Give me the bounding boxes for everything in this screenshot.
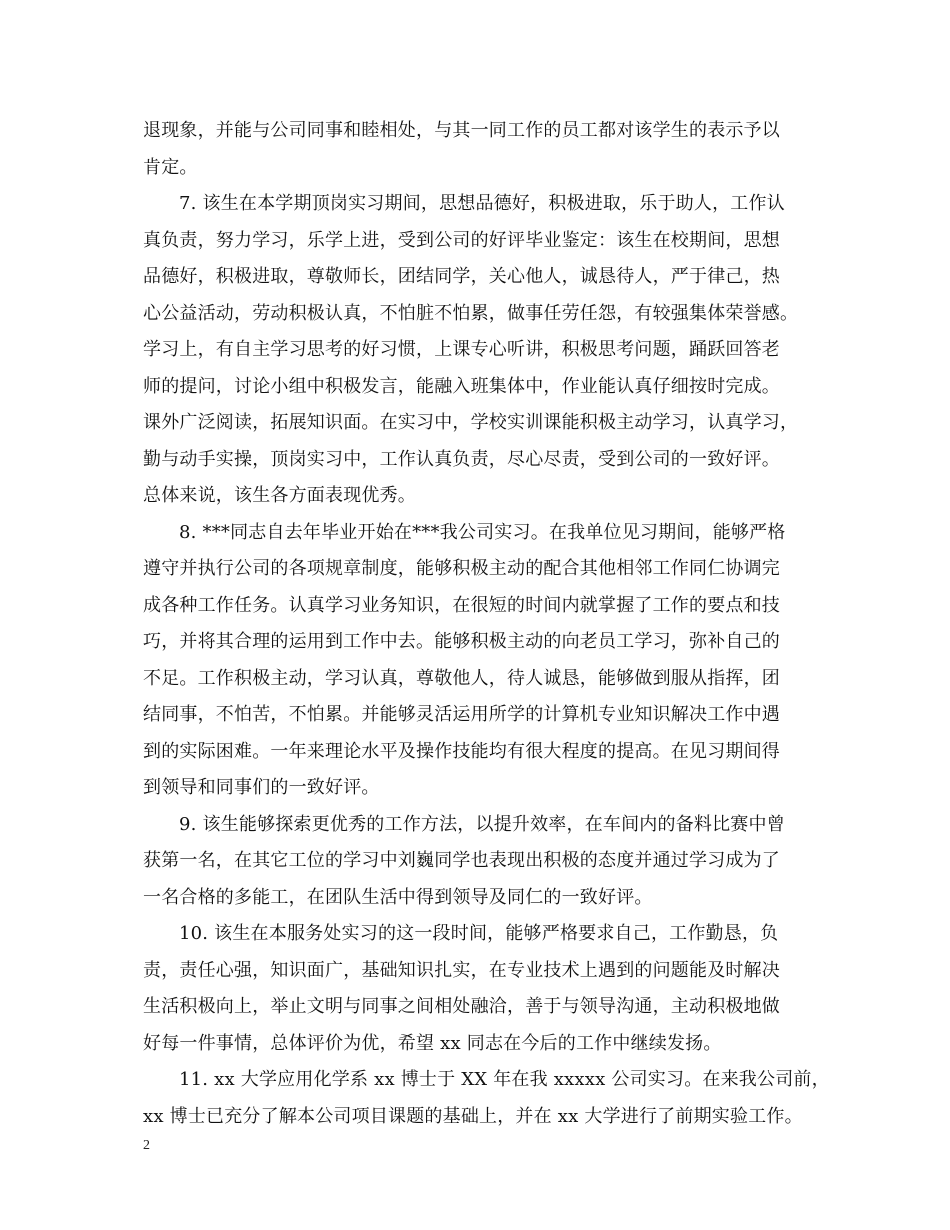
text-line: 勤与动手实操，顶岗实习中，工作认真负责，尽心尽责，受到公司的一致好评。	[143, 448, 780, 470]
text-line: 责，责任心强，知识面广，基础知识扎实，在专业技术上遇到的问题能及时解决	[143, 959, 780, 981]
text-line: 师的提问，讨论小组中积极发言，能融入班集体中，作业能认真仔细按时完成。	[143, 375, 780, 397]
text-line: 生活积极向上，举止文明与同事之间相处融洽，善于与领导沟通，主动积极地做	[143, 996, 780, 1017]
page-number: 2	[143, 1138, 150, 1153]
text-line: 获第一名，在其它工位的学习中刘巍同学也表现出积极的态度并通过学习成为了	[143, 850, 780, 871]
text-line: 遵守并执行公司的各项规章制度，能够积极主动的配合其他相邻工作同仁协调完	[143, 558, 780, 579]
text-line: 9. 该生能够探索更优秀的工作方法，以提升效率，在车间内的备料比赛中曾	[179, 813, 785, 835]
text-line: 好每一件事情，总体评价为优，希望 xx 同志在今后的工作中继续发扬。	[143, 1032, 722, 1054]
paragraph-item-8	[143, 515, 823, 807]
text-line: 11. xx 大学应用化学系 xx 博士于 XX 年在我 xxxxx 公司实习。在来我公司前，	[179, 1069, 830, 1090]
text-line: 7. 该生在本学期顶岗实习期间，思想品德好，积极进取，乐于助人，工作认	[179, 193, 785, 214]
text-line: 10. 该生在本服务处实习的这一段时间，能够严格要求自己，工作勤恳，负	[179, 923, 779, 944]
text-line: 心公益活动，劳动积极认真，不怕脏不怕累，做事任劳任怨，有较强集体荣誉感。	[143, 302, 799, 324]
text-line: 8. ***同志自去年毕业开始在***我公司实习。在我单位见习期间，能够严格	[179, 521, 786, 543]
text-line: 总体来说，该生各方面表现优秀。	[143, 485, 416, 506]
text-line: 肯定。	[143, 156, 198, 178]
text-line: 到的实际困难。一年来理论水平及操作技能均有很大程度的提高。在见习期间得	[143, 740, 780, 762]
text-line: 退现象，并能与公司同事和睦相处，与其一同工作的员工都对该学生的表示予以	[143, 120, 780, 141]
text-line: 到领导和同事们的一致好评。	[143, 777, 380, 798]
paragraph-continuation	[143, 113, 823, 186]
text-line: 巧，并将其合理的运用到工作中去。能够积极主动的向老员工学习，弥补自己的	[143, 631, 780, 652]
text-line: 一名合格的多能工，在团队生活中得到领导及同仁的一致好评。	[143, 886, 653, 908]
text-line: xx 博士已充分了解本公司项目课题的基础上，并在 xx 大学进行了前期实验工作。	[143, 1105, 803, 1127]
text-line: 品德好，积极进取，尊敬师长，团结同学，关心他人，诚恳待人，严于律己，热	[143, 266, 780, 287]
text-line: 不足。工作积极主动，学习认真，尊敬他人，待人诚恳，能够做到服从指挥，团	[143, 667, 780, 689]
paragraph-item-11	[143, 1062, 830, 1135]
text-line: 真负责，努力学习，乐学上进，受到公司的好评毕业鉴定：该生在校期间，思想	[143, 229, 780, 251]
text-line: 学习上，有自主学习思考的好习惯，上课专心听讲，积极思考问题，踊跃回答老	[143, 339, 780, 360]
document-body	[143, 113, 830, 1135]
paragraph-item-7	[143, 186, 823, 515]
paragraph-item-10	[143, 916, 823, 1062]
text-line: 成各种工作任务。认真学习业务知识，在很短的时间内就掌握了工作的要点和技	[143, 594, 780, 616]
text-line: 课外广泛阅读，拓展知识面。在实习中，学校实训课能积极主动学习，认真学习，	[143, 412, 799, 433]
text-line: 结同事，不怕苦，不怕累。并能够灵活运用所学的计算机专业知识解决工作中遇	[143, 704, 780, 725]
paragraph-item-9	[143, 807, 823, 917]
